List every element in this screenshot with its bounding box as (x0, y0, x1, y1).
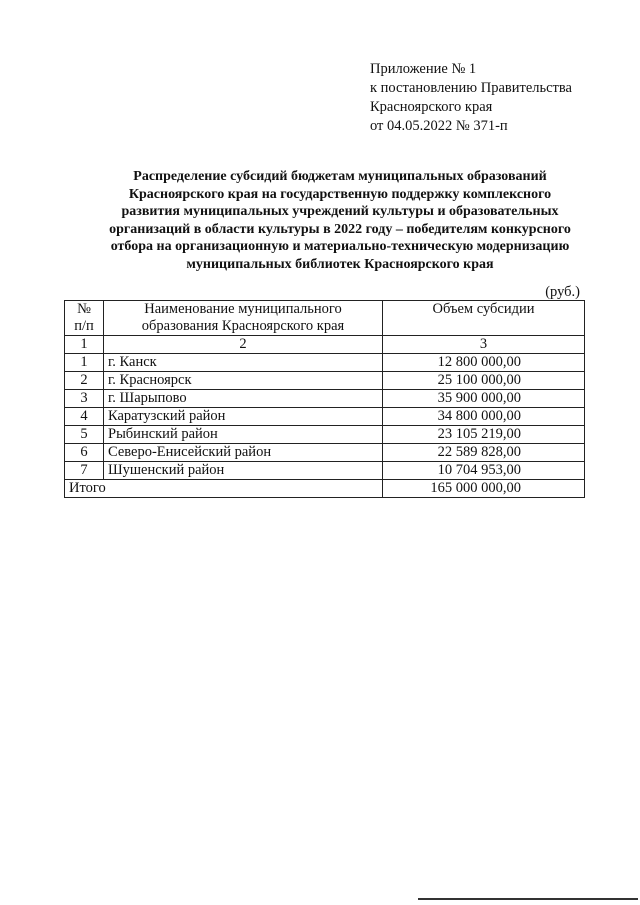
row-name: г. Канск (104, 354, 383, 372)
total-amount: 165 000 000,00 (383, 480, 585, 498)
row-number: 2 (65, 372, 104, 390)
row-amount: 23 105 219,00 (383, 426, 585, 444)
header-amount: Объем субсидии (383, 301, 585, 336)
appendix-line: от 04.05.2022 № 371-п (370, 118, 508, 134)
title-line: муниципальных библиотек Красноярского края (186, 256, 494, 272)
header-number: № п/п (65, 301, 104, 336)
table-row (65, 354, 585, 372)
row-number: 5 (65, 426, 104, 444)
column-index: 1 (65, 336, 104, 354)
row-number: 7 (65, 462, 104, 480)
row-amount: 10 704 953,00 (383, 462, 585, 480)
title-line: развития муниципальных учреждений культуры и образовательных (121, 204, 559, 220)
row-amount: 22 589 828,00 (383, 444, 585, 462)
appendix-line: Красноярского края (370, 99, 493, 115)
row-name: Северо-Енисейский район (104, 444, 383, 462)
table-row (65, 372, 585, 390)
row-number: 3 (65, 390, 104, 408)
title-line: Распределение субсидий бюджетам муниципальных образований (133, 169, 547, 184)
row-number: 6 (65, 444, 104, 462)
table-row (65, 390, 585, 408)
row-name: г. Шарыпово (104, 390, 383, 408)
row-number: 4 (65, 408, 104, 426)
document-title (60, 168, 620, 274)
title-line: организаций в области культуры в 2022 году – победителям конкурсного (109, 221, 571, 237)
column-index-row (65, 336, 585, 354)
row-name: Шушенский район (104, 462, 383, 480)
currency-unit: (руб.) (545, 284, 580, 300)
row-name: г. Красноярск (104, 372, 383, 390)
row-amount: 25 100 000,00 (383, 372, 585, 390)
row-amount: 34 800 000,00 (383, 408, 585, 426)
table-header-row (65, 301, 585, 336)
header-name: Наименование муниципального образования Красноярского края (104, 301, 383, 336)
row-amount: 35 900 000,00 (383, 390, 585, 408)
row-amount: 12 800 000,00 (383, 354, 585, 372)
bottom-rule (418, 898, 638, 900)
column-index: 3 (383, 336, 585, 354)
row-number: 1 (65, 354, 104, 372)
appendix-line: Приложение № 1 (370, 61, 477, 77)
table-row (65, 462, 585, 480)
table-row (65, 408, 585, 426)
title-line: отбора на организационную и материально-техническую модернизацию (110, 239, 570, 255)
subsidy-table (64, 300, 585, 498)
column-index: 2 (104, 336, 383, 354)
row-name: Каратузский район (104, 408, 383, 426)
total-row (65, 480, 585, 498)
title-line: Красноярского края на государственную поддержку комплексного (128, 186, 552, 202)
row-name: Рыбинский район (104, 426, 383, 444)
appendix-header (370, 60, 572, 136)
table-row (65, 444, 585, 462)
appendix-line: к постановлению Правительства (370, 80, 572, 96)
table-row (65, 426, 585, 444)
total-label: Итого (65, 480, 383, 498)
